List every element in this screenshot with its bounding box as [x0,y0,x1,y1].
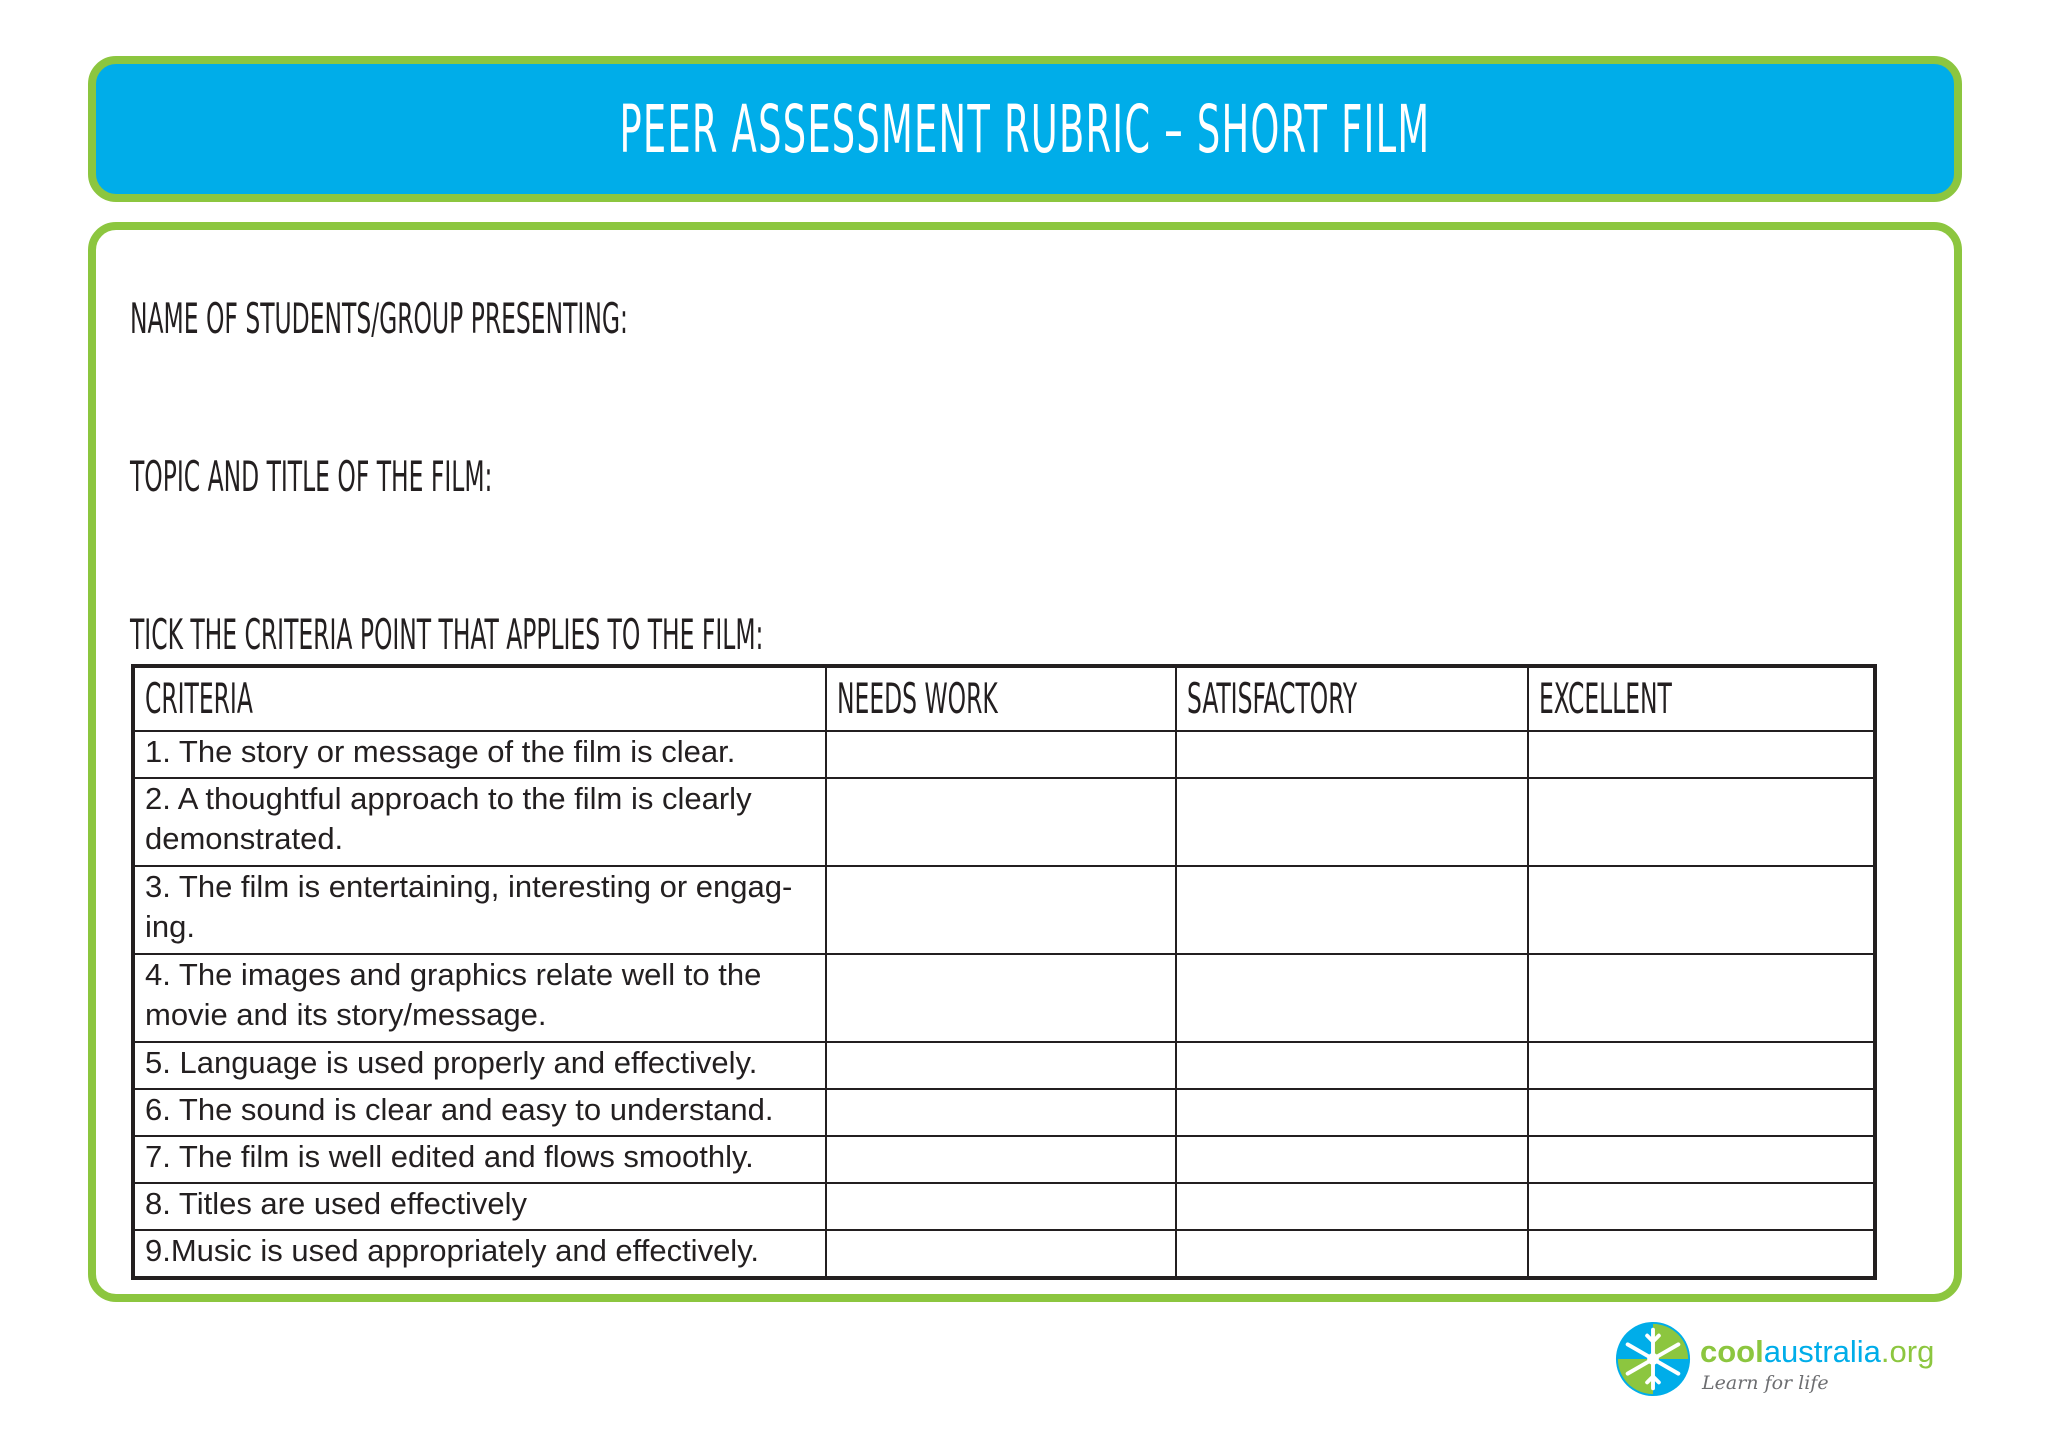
criteria-cell: 4. The images and graphics relate well to the movie and its story/message. [133,954,826,1042]
logo-tagline: Learn for life [1702,1372,1829,1394]
excellent-tick-cell[interactable] [1528,1230,1875,1278]
snowflake-icon [1614,1320,1692,1398]
excellent-tick-cell[interactable] [1528,731,1875,778]
logo-wordmark: coolaustralia.org [1700,1334,1935,1369]
rubric-table [131,664,1877,1280]
needs-work-tick-cell[interactable] [826,778,1177,866]
satisfactory-tick-cell[interactable] [1176,778,1528,866]
header-satisfactory: SATISFACTORY [1176,666,1528,731]
table-row [133,731,1875,778]
needs-work-tick-cell[interactable] [826,866,1177,954]
needs-work-tick-cell[interactable] [826,1183,1177,1230]
satisfactory-tick-cell[interactable] [1176,866,1528,954]
satisfactory-tick-cell[interactable] [1176,731,1528,778]
coolaustralia-logo[interactable] [1614,1320,1934,1400]
name-field-label: NAME OF STUDENTS/GROUP PRESENTING: [130,294,628,343]
table-row [133,1136,1875,1183]
rubric-header-row [133,666,1875,731]
table-row [133,954,1875,1042]
criteria-cell: 8. Titles are used effectively [133,1183,826,1230]
criteria-cell: 2. A thoughtful approach to the film is clearly demonstrated. [133,778,826,866]
criteria-cell: 7. The film is well edited and flows smoothly. [133,1136,826,1183]
needs-work-tick-cell[interactable] [826,731,1177,778]
excellent-tick-cell[interactable] [1528,1089,1875,1136]
excellent-tick-cell[interactable] [1528,1183,1875,1230]
needs-work-tick-cell[interactable] [826,1136,1177,1183]
table-row [133,1042,1875,1089]
criteria-cell: 6. The sound is clear and easy to understand. [133,1089,826,1136]
criteria-cell: 3. The film is entertaining, interesting or engag-ing. [133,866,826,954]
excellent-tick-cell[interactable] [1528,778,1875,866]
tick-instruction-label: TICK THE CRITERIA POINT THAT APPLIES TO THE FILM: [130,610,764,659]
excellent-tick-cell[interactable] [1528,1042,1875,1089]
header-criteria: CRITERIA [133,666,826,731]
needs-work-tick-cell[interactable] [826,954,1177,1042]
needs-work-tick-cell[interactable] [826,1042,1177,1089]
topic-field-label: TOPIC AND TITLE OF THE FILM: [130,452,493,501]
title-banner [88,56,1962,202]
excellent-tick-cell[interactable] [1528,954,1875,1042]
table-row [133,866,1875,954]
satisfactory-tick-cell[interactable] [1176,1136,1528,1183]
table-row [133,778,1875,866]
header-excellent: EXCELLENT [1528,666,1875,731]
satisfactory-tick-cell[interactable] [1176,954,1528,1042]
criteria-cell: 5. Language is used properly and effectively. [133,1042,826,1089]
header-needs-work: NEEDS WORK [826,666,1177,731]
table-row [133,1230,1875,1278]
needs-work-tick-cell[interactable] [826,1230,1177,1278]
satisfactory-tick-cell[interactable] [1176,1089,1528,1136]
satisfactory-tick-cell[interactable] [1176,1042,1528,1089]
needs-work-tick-cell[interactable] [826,1089,1177,1136]
excellent-tick-cell[interactable] [1528,1136,1875,1183]
satisfactory-tick-cell[interactable] [1176,1230,1528,1278]
satisfactory-tick-cell[interactable] [1176,1183,1528,1230]
criteria-cell: 1. The story or message of the film is clear. [133,731,826,778]
page-title: PEER ASSESSMENT RUBRIC – SHORT FILM [619,90,1431,168]
table-row [133,1089,1875,1136]
table-row [133,1183,1875,1230]
excellent-tick-cell[interactable] [1528,866,1875,954]
criteria-cell: 9.Music is used appropriately and effectively. [133,1230,826,1278]
